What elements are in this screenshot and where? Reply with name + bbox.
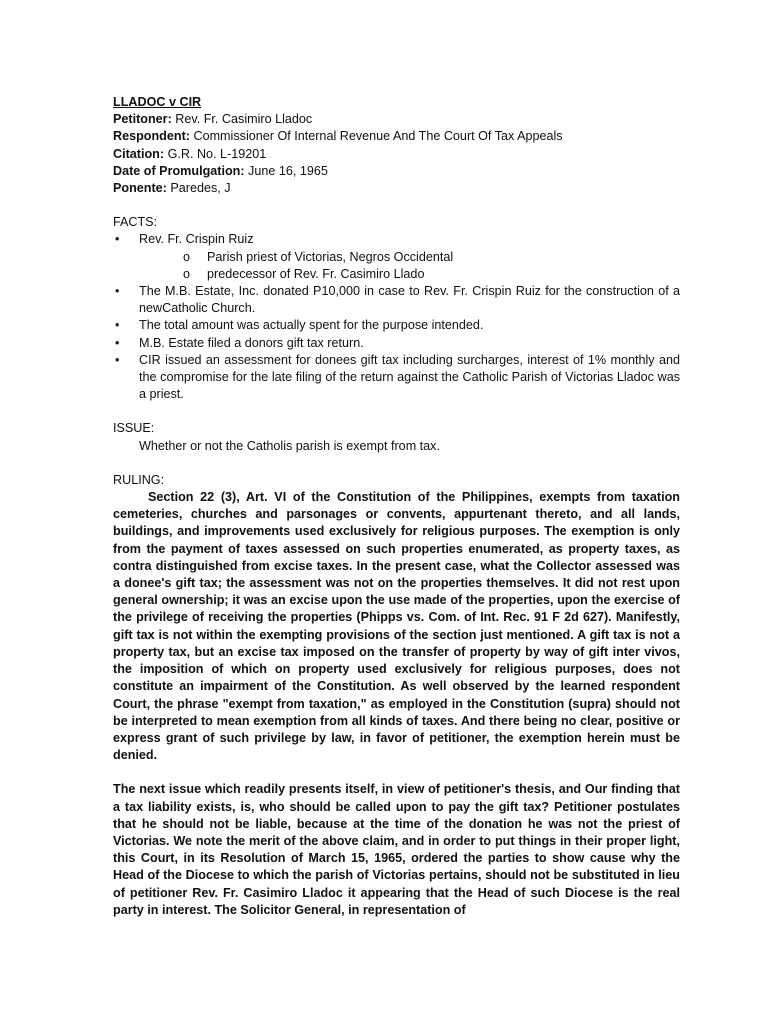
list-item: • The total amount was actually spent for the purpose intended.: [113, 317, 680, 334]
facts-list: [113, 231, 680, 403]
list-item: o Parish priest of Victorias, Negros Occidental: [139, 249, 680, 266]
meta-date: [113, 163, 680, 180]
ruling-paragraph: The next issue which readily presents itself, in view of petitioner's thesis, and Our finding that a tax liability exists, is, who should be called upon to pay the gift tax? Petitioner postulates that he should not be liable, because at the time of the donation he was not the priest of Victorias. We note the merit of the above claim, and in order to put things in their proper light, this Court, in its Resolution of March 15, 1965, ordered the parties to show cause why the Head of the Diocese to which the parish of Victorias pertains, should not be substituted in lieu of petitioner Rev. Fr. Casimiro Lladoc it appearing that the Head of such Diocese is the real party in interest. The Solicitor General, in representation of: [113, 782, 680, 917]
spacer: [113, 455, 680, 472]
meta-label: Ponente:: [113, 181, 167, 196]
list-item: • M.B. Estate filed a donors gift tax return.: [113, 335, 680, 352]
meta-value: June 16, 1965: [244, 163, 328, 178]
list-item: [113, 231, 680, 283]
list-item: • CIR issued an assessment for donees gift tax including surcharges, interest of 1% monthly and the compromise for the late filing of the return against the Catholic Parish of Victorias Lladoc was a priest.: [113, 352, 680, 404]
spacer: [113, 403, 680, 420]
meta-value: Rev. Fr. Casimiro Lladoc: [171, 112, 313, 127]
meta-label: Respondent:: [113, 129, 190, 144]
facts-heading: FACTS:: [113, 215, 158, 230]
fact-text: Rev. Fr. Crispin Ruiz: [139, 232, 254, 247]
meta-citation: [113, 146, 680, 163]
meta-ponente: [113, 180, 680, 197]
meta-label: Citation:: [113, 146, 165, 161]
ruling-paragraph: Section 22 (3), Art. VI of the Constitution of the Philippines, exempts from taxation cemeteries, churches and parsonages or convents, appurtenant thereto, and all lands, buildings, and improvements used exclusively for religious purposes. The exemption is only from the payment of taxes assessed on such properties enumerated, as property taxes, as contra distinguished from excise taxes. In the present case, what the Collector assessed was a donee's gift tax; the assessment was not on the properties themselves. It did not rest upon general ownership; it was an excise upon the use made of the properties, upon the exercise of the privilege of receiving the properties (Phipps vs. Com. of Int. Rec. 91 F 2d 627). Manifestly, gift tax is not within the exempting provisions of the section just mentioned. A gift tax is not a property tax, but an excise tax imposed on the transfer of property by way of gift inter vivos, the imposition of which on property used exclusively for religious purposes, does not constitute an impairment of the Constitution. As well observed by the learned respondent Court, the phrase "exempt from taxation," as employed in the Constitution (supra) should not be interpreted to mean exemption from all kinds of taxes. And there being no clear, positive or express grant of such privilege by law, in favor of petitioner, the exemption herein must be denied.: [113, 490, 680, 763]
meta-petitioner: [113, 111, 680, 128]
ruling-heading: RULING:: [113, 472, 165, 487]
spacer: [113, 197, 680, 214]
meta-value: G.R. No. L-19201: [164, 146, 267, 161]
meta-respondent: [113, 128, 680, 145]
facts-sublist: [139, 249, 680, 283]
list-item: • The M.B. Estate, Inc. donated P10,000 in case to Rev. Fr. Crispin Ruiz for the construction of a newCatholic Church.: [113, 283, 680, 317]
spacer: [113, 764, 680, 781]
meta-label: Date of Promulgation:: [113, 163, 245, 178]
case-title: LLADOC v CIR: [113, 95, 202, 109]
meta-label: Petitoner:: [113, 112, 172, 127]
meta-value: Commissioner Of Internal Revenue And The Court Of Tax Appeals: [189, 129, 563, 144]
issue-text: Whether or not the Catholis parish is exempt from tax.: [139, 438, 440, 453]
issue-heading: ISSUE:: [113, 421, 155, 436]
meta-value: Paredes, J: [166, 181, 231, 196]
list-item: o predecessor of Rev. Fr. Casimiro Llado: [139, 266, 680, 283]
